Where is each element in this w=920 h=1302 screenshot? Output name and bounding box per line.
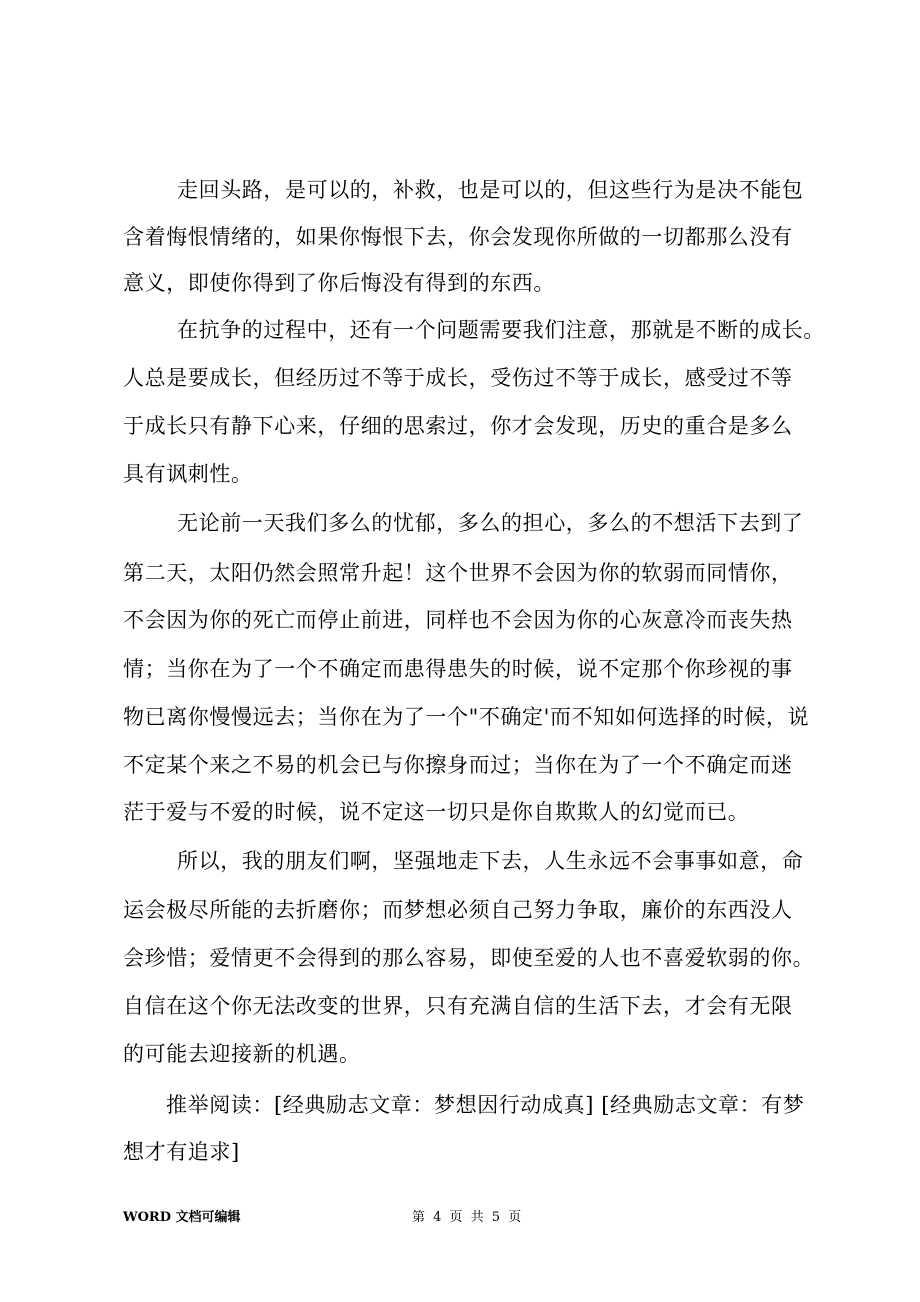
text-line: 所以，我的朋友们啊，坚强地走下去，人生永远不会事事如意，命 bbox=[177, 849, 804, 873]
recommended-reading-line: 推举阅读：[经典励志文章：梦想因行动成真] [经典励志文章：有梦 bbox=[166, 1093, 805, 1117]
text-line: 茫于爱与不爱的时候，说不定这一切只是你自欺欺人的幻觉而已。 bbox=[123, 800, 750, 824]
text-line: 无论前一天我们多么的忧郁，多么的担心，多么的不想活下去到了 bbox=[177, 511, 804, 535]
text-line: 走回头路，是可以的，补救，也是可以的，但这些行为是决不能包 bbox=[177, 178, 804, 202]
footer-editable-note: WORD 文档可编辑 bbox=[123, 1210, 241, 1225]
text-line: 意义，即使你得到了你后悔没有得到的东西。 bbox=[123, 271, 555, 295]
text-line: 人总是要成长，但经历过不等于成长，受伤过不等于成长，感受过不等 bbox=[123, 366, 793, 390]
text-line: 在抗争的过程中，还有一个问题需要我们注意，那就是不断的成长。 bbox=[177, 318, 825, 342]
footer-page-number: 第 4 页 共 5 页 bbox=[412, 1210, 522, 1225]
recommended-reading-line: 想才有追求] bbox=[123, 1140, 240, 1164]
text-line: 自信在这个你无法改变的世界，只有充满自信的生活下去，才会有无限 bbox=[123, 994, 793, 1018]
text-line: 第二天，太阳仍然会照常升起！这个世界不会因为你的软弱而同情你， bbox=[123, 561, 793, 585]
text-line: 的可能去迎接新的机遇。 bbox=[123, 1042, 361, 1066]
text-line: 含着悔恨情绪的，如果你悔恨下去，你会发现你所做的一切都那么没有 bbox=[123, 225, 793, 249]
text-line: 物已离你慢慢远去；当你在为了一个"不确定'而不知如何选择的时候，说 bbox=[123, 705, 810, 729]
text-line: 运会极尽所能的去折磨你；而梦想必须自己努力争取，廉价的东西没人 bbox=[123, 898, 793, 922]
text-line: 情；当你在为了一个不确定而患得患失的时候，说不定那个你珍视的事 bbox=[123, 657, 793, 681]
text-line: 会珍惜；爱情更不会得到的那么容易，即使至爱的人也不喜爱软弱的你。 bbox=[123, 946, 815, 970]
text-line: 具有讽刺性。 bbox=[123, 462, 253, 486]
text-line: 不会因为你的死亡而停止前进，同样也不会因为你的心灰意冷而丧失热 bbox=[123, 608, 793, 632]
text-line: 不定某个来之不易的机会已与你擦身而过；当你在为了一个不确定而迷 bbox=[123, 753, 793, 777]
text-line: 于成长只有静下心来，仔细的思索过，你才会发现，历史的重合是多么 bbox=[123, 414, 793, 438]
